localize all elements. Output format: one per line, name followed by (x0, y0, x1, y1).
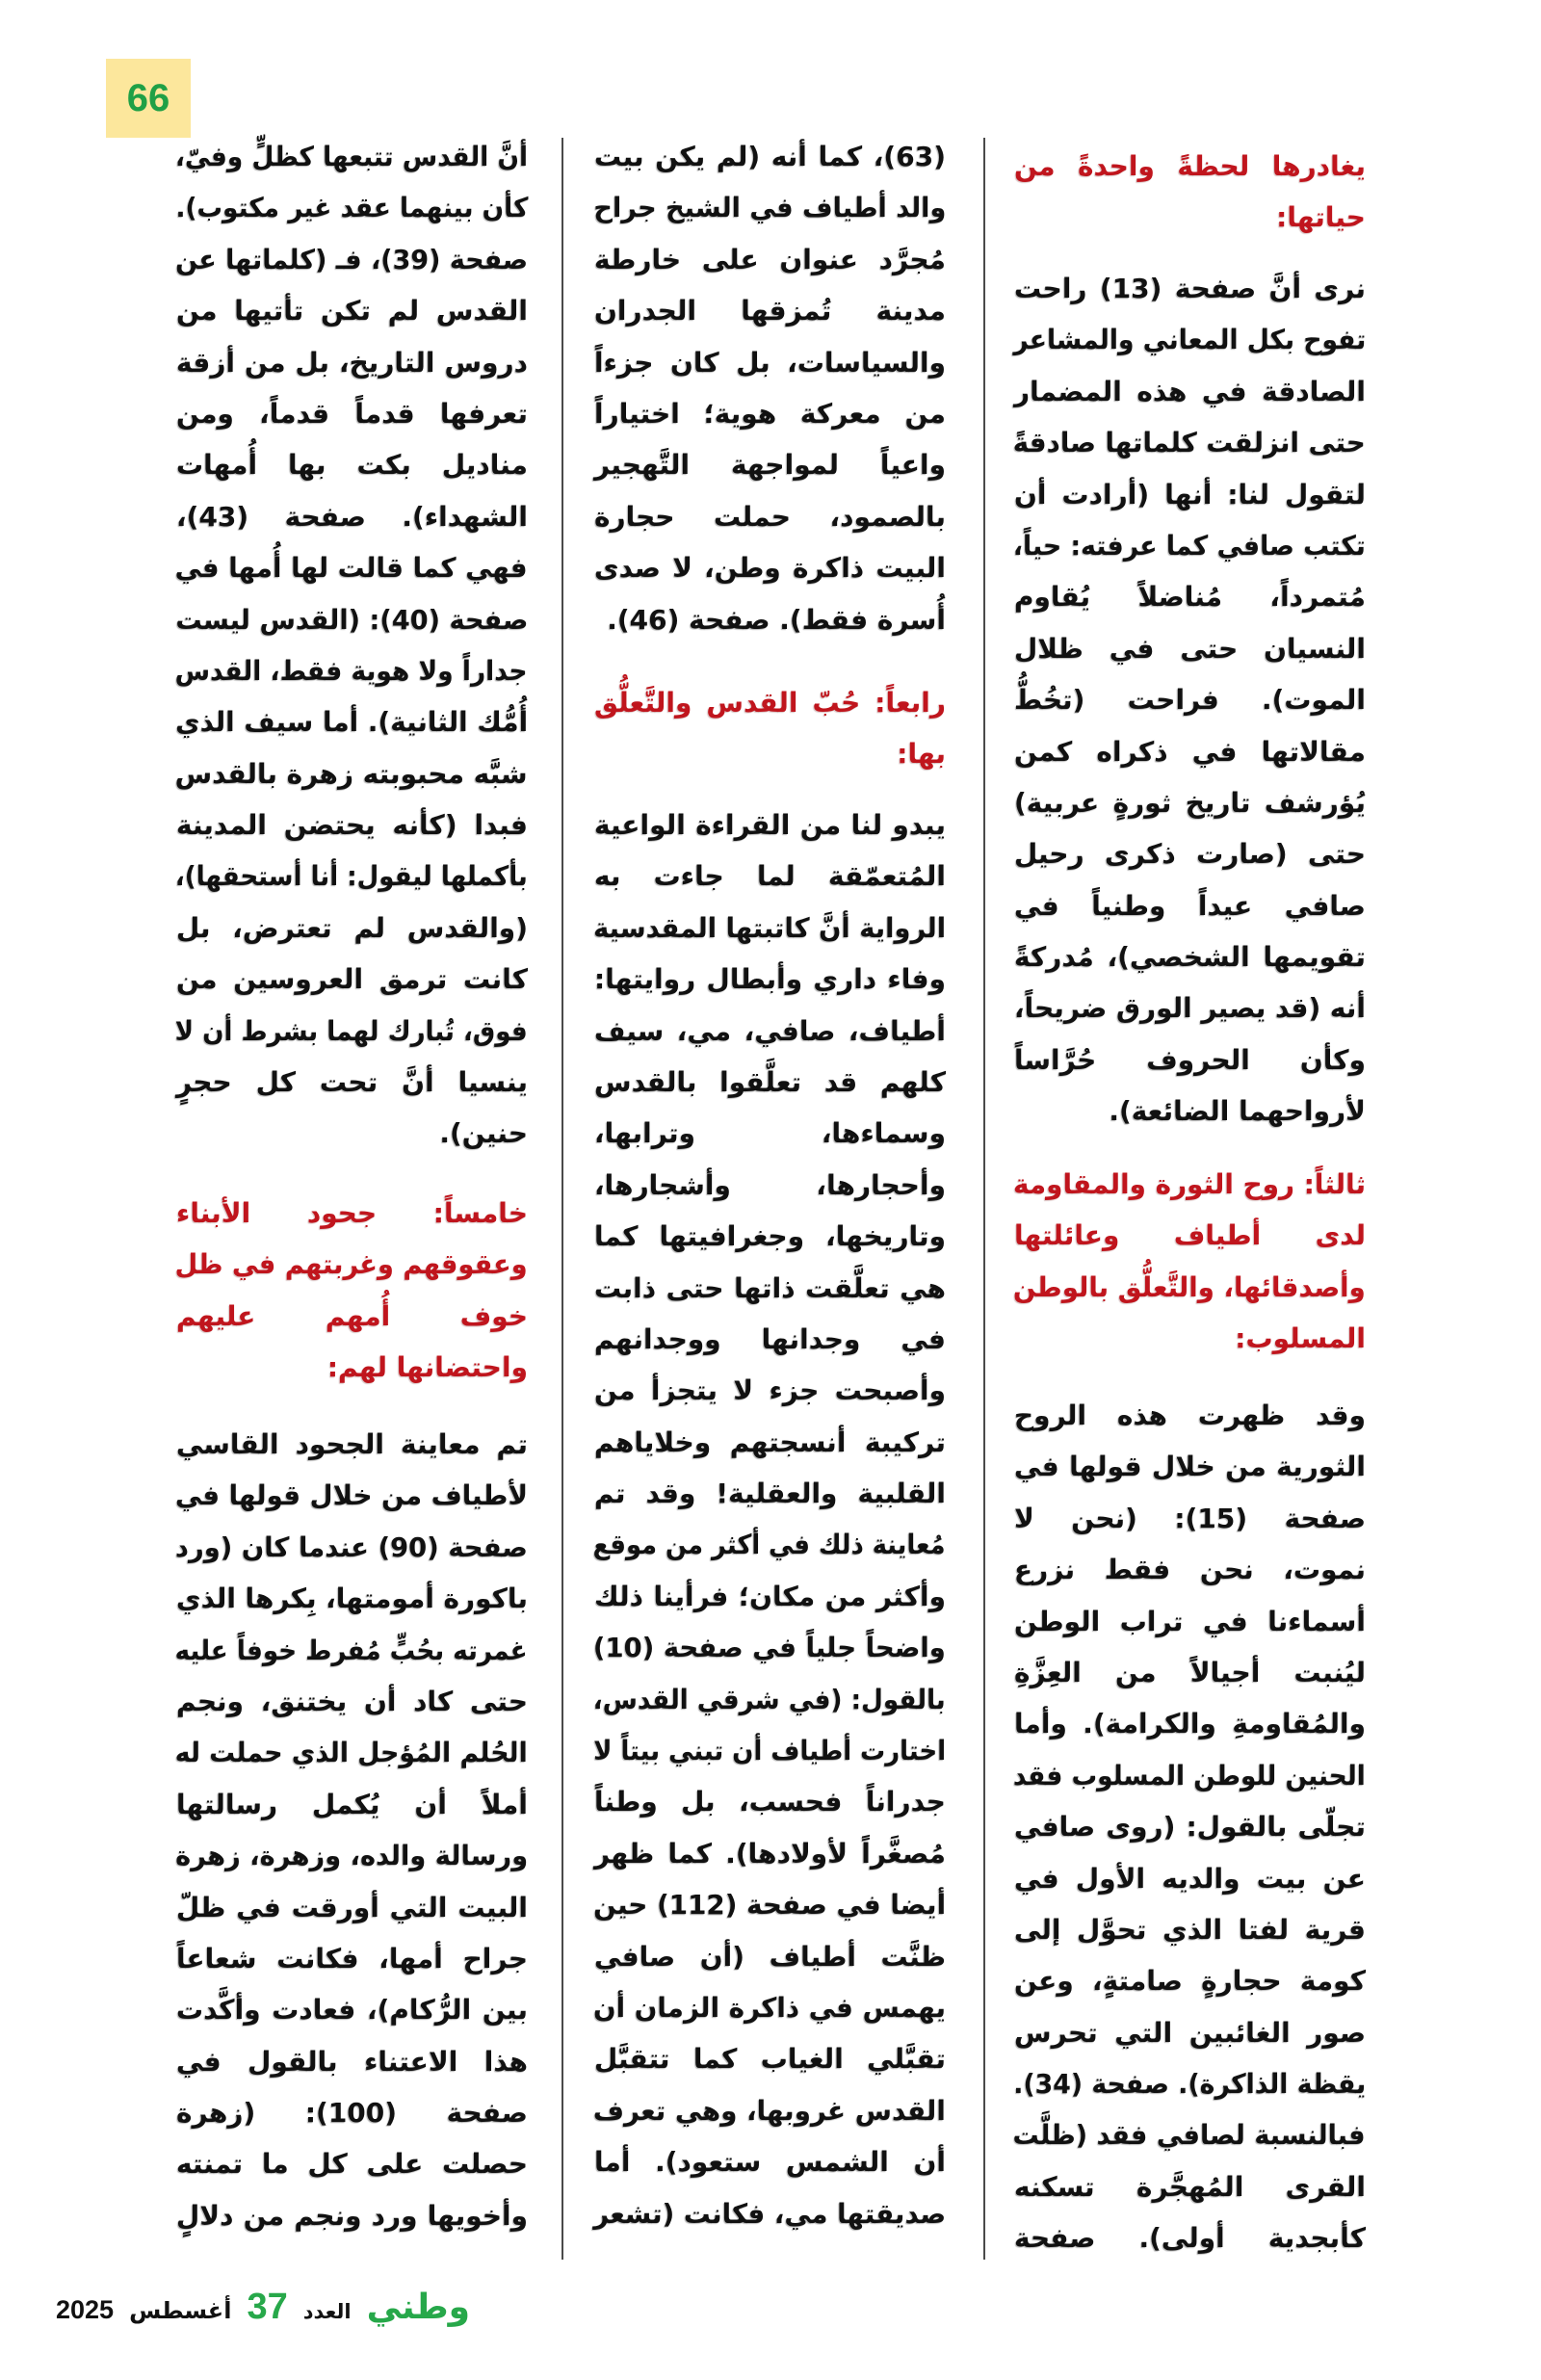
section-heading (1013, 1159, 1366, 1365)
text-line: أطياف، صافي، مي، سيف (594, 1014, 946, 1047)
text-line: لأرواحهما الضائعة). (1109, 1095, 1366, 1128)
page-number: 66 (126, 77, 170, 119)
text-line: وقد ظهرت هذه الروح (1014, 1399, 1366, 1431)
text-line: يقظة الذاكرة). صفحة (34). (1013, 2068, 1366, 2101)
text-line: ليُنبت أجيالاً من العِزَّةِ (1014, 1656, 1366, 1688)
text-line: الثورية من خلال قولها في (1014, 1451, 1366, 1483)
text-line: مُتمرداً، مُناضلاً يُقاوم (1014, 581, 1366, 614)
text-line: القدس لم تكن تأتيها من (176, 295, 528, 327)
text-line: مُصغَّراً لأولادها). كما ظهر (594, 1837, 946, 1870)
text-line: الصادقة في هذه المضمار (1014, 375, 1366, 407)
text-line: (والقدس لم تعترض، بل (176, 911, 528, 944)
column-divider (983, 138, 985, 2260)
text-line: صافي عيداً وطنياً في (1014, 889, 1366, 922)
heading-line: المسلوب: (1235, 1322, 1366, 1355)
text-line: لتقول لنا: أنها (أرادت أن (1014, 478, 1366, 510)
text-line: أنه (قد يصير الورق ضريحاً، (1014, 992, 1366, 1025)
text-line: تجلّى بالقول: (روى صافي (1014, 1811, 1366, 1844)
text-line: حصلت على كل ما تمنته (176, 2148, 528, 2181)
text-line: أملاً أن يُكمل رسالتها (176, 1788, 528, 1820)
text-line: في وجدانها ووجدانهم (594, 1322, 946, 1355)
text-line: صفحة (100): (زهرة (176, 2097, 528, 2130)
text-line: (63)، كما أنه (لم يكن بيت (594, 141, 946, 172)
heading-line: وأصدقائها، والتَّعلُّق بالوطن (1013, 1270, 1366, 1303)
section-heading (175, 1188, 528, 1394)
text-line: عن بيت والديه الأول في (1014, 1862, 1366, 1895)
heading-line: حياتها: (1276, 201, 1366, 234)
text-line: أسماءنا في تراب الوطن (1014, 1605, 1366, 1637)
text-line: مُجرَّد عنوان على خارطة (594, 243, 946, 275)
text-line: والمُقاومةِ والكرامة). وأما (1014, 1708, 1366, 1740)
text-line: وأكثر من مكان؛ فرأينا ذلك (594, 1580, 946, 1612)
text-line: حتى كاد أن يختنق، ونجم (176, 1685, 528, 1717)
text-line: لأطياف من خلال قولها في (175, 1479, 528, 1512)
text-line: تفوح بكل المعاني والمشاعر (1013, 324, 1366, 356)
text-line: البيت التي أورقت في ظلّ (176, 1891, 528, 1923)
text-line: أنَّ القدس تتبعها كظلٍّ وفيّ، (175, 141, 528, 172)
heading-line: لدى أطياف وعائلتها (1014, 1219, 1366, 1252)
text-line: فبدا (كأنه يحتضن المدينة (176, 809, 528, 842)
heading-line: وعقوقهم وغربتهم في ظل (175, 1248, 528, 1281)
issue-year: 2025 (56, 2295, 115, 2324)
text-line: نموت، نحن فقط نزرع (1014, 1554, 1366, 1586)
text-line: تقويمها الشخصي)، مُدركةً (1014, 941, 1366, 974)
text-line: تعرفها قدماً قدماً، ومن (176, 397, 528, 430)
text-line: فبالنسبة لصافي فقد (ظلَّت (1013, 2119, 1366, 2152)
text-line: يُؤرشف تاريخ ثورةٍ عربية) (1014, 786, 1366, 819)
magazine-name: وطني (366, 2288, 470, 2327)
text-line: النسيان حتى في ظلال (1014, 632, 1366, 665)
text-line: الرواية أنَّ كاتبتها المقدسية (593, 911, 946, 944)
paragraph (593, 799, 946, 2239)
text-line: مدينة تُمزقها الجدران (594, 295, 946, 327)
text-line: وتاريخها، وجغرافيتها كما (594, 1220, 946, 1253)
text-line: جدراناً فحسب، بل وطناً (594, 1786, 946, 1818)
text-line: جراح أمها، فكانت شعاعاً (176, 1942, 528, 1975)
text-line: اختارت أطياف أن تبني بيتاً لا (593, 1735, 946, 1767)
text-line: صفحة (39)، فـ (كلماتها عن (175, 243, 528, 275)
text-line: حتى انزلقت كلماتها صادقةً (1013, 427, 1366, 459)
paragraph (175, 1419, 528, 2241)
text-line: أُسرة فقط). صفحة (46). (607, 603, 946, 636)
section-heading (1013, 141, 1366, 244)
text-line: جداراً ولا هوية فقط، القدس (175, 654, 528, 687)
text-line: البيت ذاكرة وطن، لا صدى (594, 552, 946, 585)
text-line: وسماءها، وترابها، (594, 1117, 946, 1150)
text-line: يهمس في ذاكرة الزمان أن (593, 1991, 946, 2024)
heading-line: بها: (897, 738, 946, 771)
text-line: وأخويها ورد ونجم من دلالٍ (176, 2199, 528, 2232)
text-line: ورسالة والده، وزهرة، زهرة (175, 1840, 528, 1872)
issue-month: أغسطس (129, 2297, 232, 2324)
text-line: باكورة أمومتها، بِكرها الذي (176, 1582, 528, 1615)
text-line: يبدو لنا من القراءة الواعية (594, 809, 946, 841)
text-line: وأصبحت جزء لا يتجزأ من (594, 1374, 946, 1407)
text-line: تركيبة أنسجتهم وخلاياهم (594, 1425, 946, 1458)
text-line: مناديل بكت بها أُمهات (176, 449, 528, 482)
text-line: والسياسات، بل كان جزءاً (594, 346, 946, 379)
text-line: صديقتها مي، فكانت (تشعر (593, 2197, 946, 2230)
text-line: المُتعمّقة لما جاءت به (594, 860, 946, 893)
column-middle (593, 0, 946, 2380)
text-line: صور الغائبين التي تحرس (1014, 2016, 1366, 2049)
heading-line: خوف أُمهم عليهم (176, 1299, 528, 1332)
text-line: كأن بينهما عقد غير مكتوب). (175, 192, 528, 224)
text-line: صفحة (40): (القدس ليست (175, 603, 528, 636)
paragraph (1013, 263, 1366, 1138)
text-line: تم معاينة الجحود القاسي (176, 1428, 528, 1460)
text-line: بأكملها ليقول: أنا أستحقها)، (175, 860, 528, 893)
paragraph (593, 131, 946, 645)
text-line: فوق، تُبارك لهما بشرط أن لا (175, 1014, 528, 1047)
text-line: بين الرُّكام)، فعادت وأكَّدت (176, 1994, 528, 2027)
text-line: هذا الاعتناء بالقول في (176, 2045, 528, 2078)
text-line: من معركة هوية؛ اختياراً (594, 397, 946, 430)
text-line: فهي كما قالت لها أُمها في (175, 552, 528, 585)
paragraph (175, 131, 528, 1160)
text-line: تكتب صافي كما عرفته: حياً، (1013, 529, 1366, 562)
text-line: بالصمود، حملت حجارة (594, 500, 946, 533)
text-line: حتى (صارت ذكرى رحيل (1014, 838, 1366, 871)
text-line: وفاء داري وأبطال روايتها: (594, 963, 946, 996)
page-footer (56, 2288, 470, 2325)
text-line: والد أطياف في الشيخ جراح (593, 192, 946, 224)
text-line: نرى أنَّ صفحة (13) راحت (1014, 273, 1366, 304)
text-line: أن الشمس ستعود). أما (594, 2146, 946, 2179)
text-line: كانت ترمق العروسين من (176, 963, 528, 996)
text-line: وأحجارها، وأشجارها، (594, 1168, 946, 1201)
heading-line: رابعاً: حُبّ القدس والتَّعلُّق (594, 687, 946, 719)
text-line: كأبجدية أولى). صفحة (1014, 2222, 1366, 2255)
text-line: أيضا في صفحة (112) حين (593, 1889, 946, 1922)
text-line: كومة حجارةٍ صامتةٍ، وعن (1014, 1965, 1366, 1998)
text-line: أُمُّك الثانية). أما سيف الذي (175, 706, 528, 739)
text-line: واضحاً جلياً في صفحة (10) (593, 1632, 946, 1664)
text-line: القرى المُهجَّرة تسكنه (1014, 2170, 1366, 2203)
text-line: الحُلم المُؤجل الذي حملت له (175, 1737, 528, 1769)
text-line: الشهداء). صفحة (43)، (176, 500, 528, 533)
heading-line: ثالثاً: روح الثورة والمقاومة (1013, 1168, 1366, 1200)
text-line: غمرته بحُبٍّ مُفرط خوفاً عليه (175, 1634, 528, 1666)
text-line: القدس غروبها، وهي تعرف (593, 2094, 946, 2127)
section-heading (593, 677, 946, 780)
text-line: الحنين للوطن المسلوب فقد (1013, 1759, 1366, 1792)
column-divider (562, 138, 563, 2260)
heading-line: يغادرها لحظةً واحدةً من (1014, 150, 1366, 182)
heading-line: واحتضانها لهم: (326, 1351, 528, 1384)
text-line: حنين). (439, 1117, 528, 1150)
text-line: ظنَّت أطياف (أن صافي (594, 1940, 946, 1973)
text-line: كلهم قد تعلَّقوا بالقدس (594, 1065, 946, 1098)
text-line: ينسيا أنَّ تحت كل حجرٍ (176, 1066, 528, 1099)
text-line: الموت). فراحت (تخُطُّ (1014, 684, 1366, 717)
issue-number: 37 (247, 2287, 288, 2327)
text-line: وكأن الحروف حُرَّاساً (1014, 1043, 1366, 1076)
text-line: مُعاينة ذلك في أكثر من موقع (593, 1529, 946, 1561)
text-line: بالقول: (في شرقي القدس، (593, 1683, 946, 1715)
issue-label: العدد (302, 2300, 352, 2323)
text-line: صفحة (15): (نحن لا (1014, 1502, 1366, 1534)
text-line: دروس التاريخ، بل من أزقة (176, 346, 528, 379)
column-left (175, 0, 528, 2380)
text-line: هي تعلَّقت ذاتها حتى ذابت (594, 1271, 946, 1304)
text-line: صفحة (90) عندما كان (ورد (175, 1530, 528, 1563)
column-right (1013, 0, 1366, 2380)
text-line: تقبَّلي الغياب كما تتقبَّل (594, 2043, 946, 2076)
text-line: القلبية والعقلية! وقد تم (594, 1478, 946, 1510)
paragraph (1013, 1390, 1366, 2264)
heading-line: خامساً: جحود الأبناء (176, 1197, 528, 1229)
text-line: مقالاتها في ذكراه كمن (1014, 735, 1366, 768)
text-line: شبَّه محبوبته زهرة بالقدس (175, 757, 528, 790)
text-line: قرية لفتا الذي تحوَّل إلى (1014, 1913, 1366, 1946)
text-line: واعياً لمواجهة التَّهجير (594, 449, 946, 482)
